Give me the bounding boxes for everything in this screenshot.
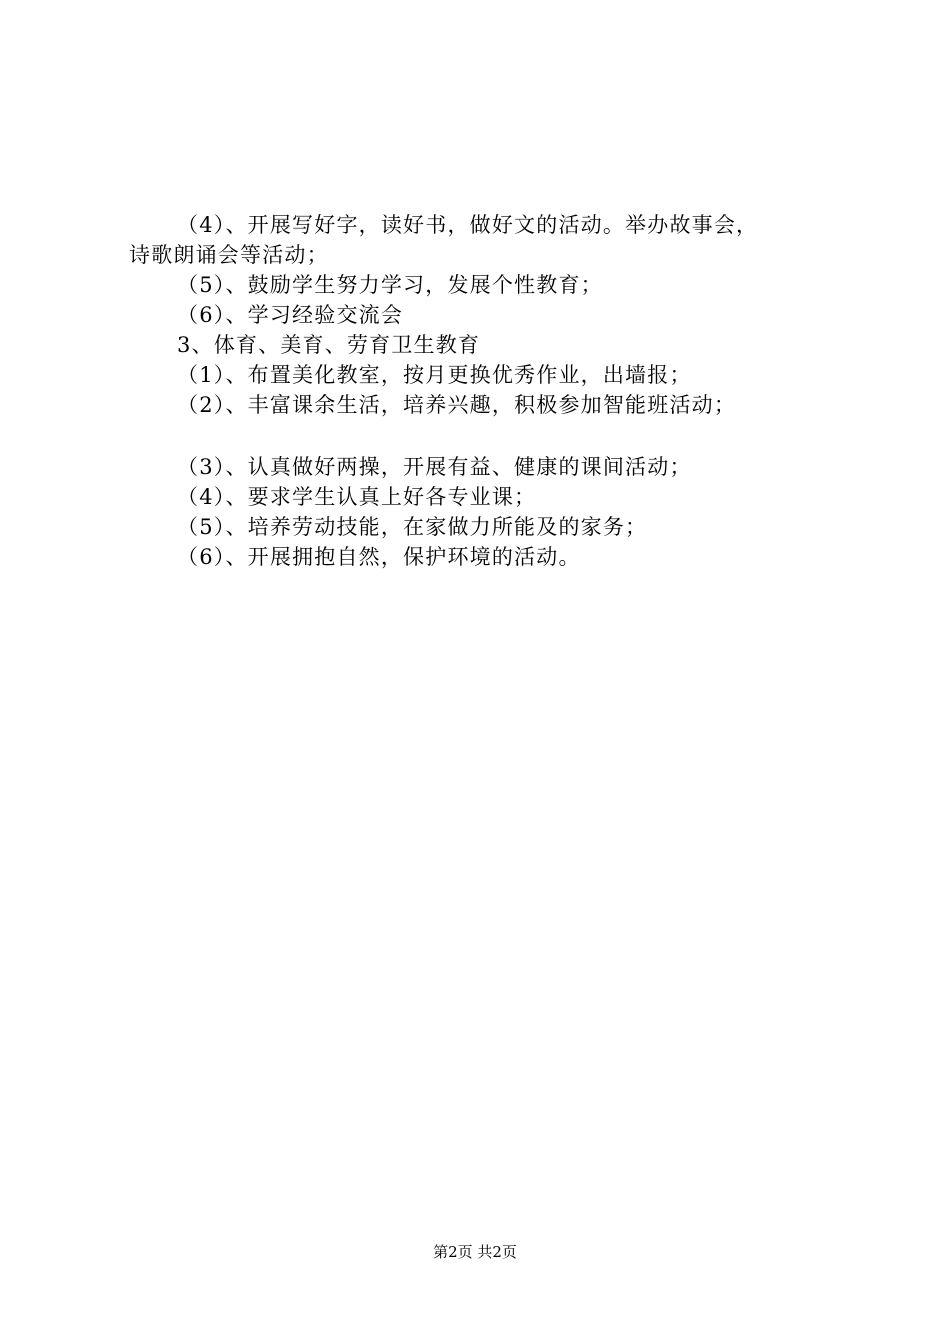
section-heading: 3、体育、美育、劳育卫生教育 bbox=[177, 333, 481, 357]
page-footer: 第2页 共2页 bbox=[433, 1243, 517, 1261]
paragraph-line: （4）、开展写好字，读好书，做好文的活动。举办故事会， bbox=[177, 213, 759, 237]
paragraph-line: （5）、鼓励学生努力学习，发展个性教育； bbox=[177, 273, 603, 297]
paragraph-line: （2）、丰富课余生活，培养兴趣，积极参加智能班活动； bbox=[177, 393, 737, 417]
paragraph-line: （6）、学习经验交流会 bbox=[177, 303, 404, 327]
paragraph-line: （1）、布置美化教室，按月更换优秀作业，出墙报； bbox=[177, 363, 692, 387]
paragraph-line: （5）、培养劳动技能，在家做力所能及的家务； bbox=[177, 515, 648, 539]
paragraph-line: （4）、要求学生认真上好各专业课； bbox=[177, 485, 537, 509]
paragraph-line: （6）、开展拥抱自然，保护环境的活动。 bbox=[177, 545, 581, 569]
paragraph-line: （3）、认真做好两操，开展有益、健康的课间活动； bbox=[177, 455, 692, 479]
paragraph-line: 诗歌朗诵会等活动； bbox=[129, 243, 329, 267]
